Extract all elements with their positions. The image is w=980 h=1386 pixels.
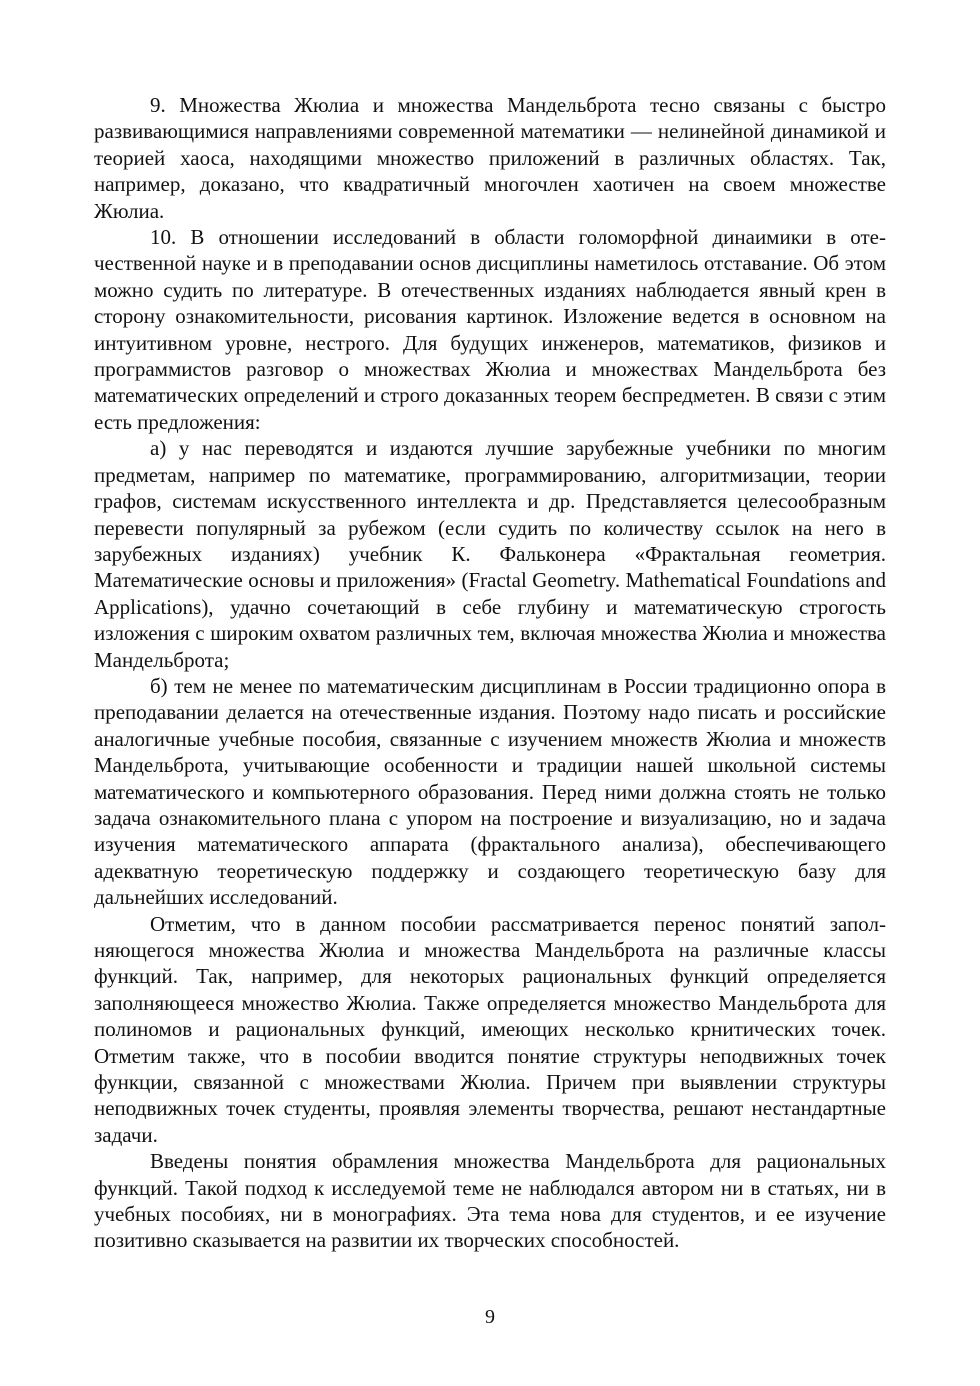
paragraph-proposal-b: б) тем не менее по математическим дисциплинам в России традиционно опора в преподавании делается на отечественные издания. Поэтому надо писать и российские аналогичные учебные пособия, связанные с изучением множеств Жюлиа и множеств Мандельброта, учитывающие особенности и традиции нашей школьной системы математического и компьютерного образования. Перед ними должна стоять не только задача ознакомительного плана с упором на построение и визуализацию, но и задача изучения математического аппарата (фрактального анализа), обеспечивающего адекватную теоретическую поддержку и создающего теоретическую базу для дальнейших исследований.	[94, 673, 886, 910]
page-number: 9	[485, 1306, 495, 1328]
paragraph-proposal-a: а) у нас переводятся и издаются лучшие зарубежные учебники по многим предметам, например по математике, программированию, алгоритмизации, теории графов, системам искусственного интеллекта и др. Представляется целесообразным перевести популярный за рубежом (если судить по количеству ссылок на него в зарубежных изданиях) учебник К. Фальконера «Фрактальная геометрия. Математические основы и приложения» (Fractal Geometry. Mathematical Foundations and Applications), удачно сочетающий в себе глубину и математическую строгость изложения с широким охватом различных тем, включая множества Жюлиа и множества Мандельброта;	[94, 436, 886, 672]
paragraph-10-holomorphic-dynamics: 10. В отношении исследований в области голоморфной динаимики в отечественной науке и в преподавании основ дисциплины наметилось отставание. Об этом можно судить по литературе. В отечественных изданиях наблюдается явный крен в сторону ознакомительности, рисования картинок. Изложение ведется в основном на интуитивном уровне, нестрого. Для будущих инженеров, математиков, физиков и программистов разговор о множествах Жюлиа и множествах Мандельброта без математических определений и строго доказанных теорем беспредметен. В связи с этим есть предложения:	[94, 225, 886, 434]
paragraph-manual-scope: Отметим, что в данном пособии рассматривается перенос понятий заполняющегося множества Жюлиа и множества Мандельброта на различные классы функций. Так, например, для некоторых рациональных функций определяется заполняющееся множество Жюлиа. Также определяется множество Мандельброта для полиномов и рациональных функций, имеющих несколько крнитических точек. Отметим также, что в пособии вводится понятие структуры неподвижных точек функции, связанной с множествами Жюлиа. Причем при выявлении структуры неподвижных точек студенты, проявляя элементы творчества, решают нестандартные задачи.	[94, 911, 886, 1147]
paragraph-9-julia-mandelbrot-chaos: 9. Множества Жюлиа и множества Мандельброта тесно связаны с быстро развивающимися направлениями современной математики — нелинейной динамикой и теорией хаоса, находящими множество приложений в различных областях. Так, например, доказано, что квадратичный многочлен хаотичен на своем множестве Жюлиа.	[94, 93, 886, 223]
page-body	[94, 92, 886, 1254]
paragraph-framing-concept: Введены понятия обрамления множества Мандельброта для рациональных функций. Такой подход к исследуемой теме не наблюдался автором ни в статьях, ни в учебных пособиях, ни в монографиях. Эта тема нова для студентов, и ее изучение позитивно сказывается на развитии их творческих способностей.	[94, 1149, 886, 1253]
